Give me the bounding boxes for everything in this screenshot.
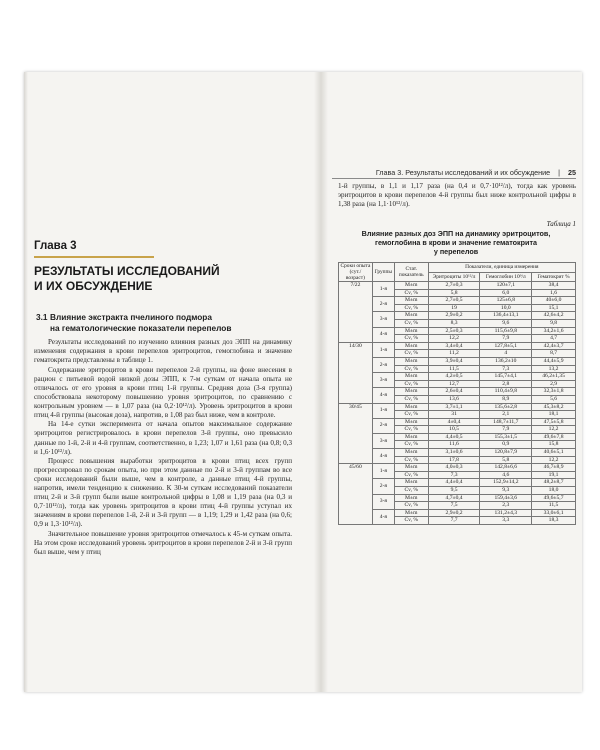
paragraph: 1-й группы, в 1,1 и 1,17 раза (на 0,4 и 0,7·10¹²/л), тогда как уровень эритроцитов в крови перепелов 4-й группы был ниже контрольной цифры в 1,38 раза (на 1,1·10¹²/л). — [338, 182, 576, 209]
stat-cell: Cv, % — [394, 289, 428, 297]
header-indicators: Показатели, единица измерения — [428, 263, 575, 273]
chapter-label: Глава 3 — [34, 240, 77, 252]
hematocrit-cell: 1,6 — [532, 289, 576, 297]
table-row — [339, 388, 576, 396]
hemoglobin-cell: 7,9 — [480, 335, 532, 343]
hemoglobin-cell: 159,4±3,6 — [480, 494, 532, 502]
stat-cell: M±m — [394, 297, 428, 305]
group-cell: 4-я — [372, 509, 394, 524]
section-title-line: на гематологические показатели перепелов — [50, 322, 232, 333]
group-cell: 3-я — [372, 433, 394, 448]
erythrocytes-cell: 3,1±0,6 — [428, 449, 480, 457]
table-row — [339, 494, 576, 502]
stat-cell: M±m — [394, 342, 428, 350]
stat-cell: Cv, % — [394, 426, 428, 434]
group-cell: 1-я — [372, 403, 394, 418]
header-hemoglobin: Гемоглобин 10⁹/л — [480, 272, 532, 282]
table-title-line: гемоглобина в крови и значение гематокрита — [375, 238, 537, 247]
erythrocytes-cell: 8,3 — [428, 319, 480, 327]
erythrocytes-cell: 2,9±0,2 — [428, 509, 480, 517]
stat-cell: Cv, % — [394, 441, 428, 449]
erythrocytes-cell: 2,5±0,3 — [428, 327, 480, 335]
hemoglobin-cell: 5,8 — [480, 456, 532, 464]
hematocrit-cell: 18,0 — [532, 487, 576, 495]
period-cell: 30/45 — [339, 403, 373, 464]
hemoglobin-cell: 142,8±6,6 — [480, 464, 532, 472]
hemoglobin-cell: 2,8 — [480, 380, 532, 388]
chapter-title-line: И ИХ ОБСУЖДЕНИЕ — [34, 279, 153, 293]
stat-cell: Cv, % — [394, 411, 428, 419]
stat-cell: Cv, % — [394, 487, 428, 495]
paragraph: Значительное повышение уровня эритроцитов отмечалось к 45-м суткам опыта. На этом сроке исследований уровень эритроцитов в крови перепелов 2-й и 3-й групп был выше, чем у птиц — [34, 529, 292, 557]
erythrocytes-cell: 7,7 — [428, 517, 480, 525]
stat-cell: M±m — [394, 418, 428, 426]
hemoglobin-cell: 0,9 — [480, 441, 532, 449]
group-cell: 2-я — [372, 297, 394, 312]
table-row — [339, 373, 576, 381]
hemoglobin-cell: 8,9 — [480, 395, 532, 403]
stat-cell: M±m — [394, 282, 428, 290]
erythrocytes-cell: 7,5 — [428, 502, 480, 510]
table-row — [339, 342, 576, 350]
hematocrit-cell: 47,5±5,8 — [532, 418, 576, 426]
stat-cell: M±m — [394, 479, 428, 487]
erythrocytes-cell: 2,6±0,4 — [428, 388, 480, 396]
hemoglobin-cell: 120,8±7,9 — [480, 449, 532, 457]
stat-cell: Cv, % — [394, 456, 428, 464]
erythrocytes-cell: 4±0,4 — [428, 418, 480, 426]
stat-cell: Cv, % — [394, 395, 428, 403]
hematocrit-cell: 49,6±5,7 — [532, 494, 576, 502]
hemoglobin-cell: 4,6 — [480, 471, 532, 479]
hematocrit-cell: 46,7±8,9 — [532, 464, 576, 472]
chapter-divider — [34, 256, 154, 258]
hemoglobin-cell: 2,1 — [480, 411, 532, 419]
hematocrit-cell: 15,8 — [532, 441, 576, 449]
page-number: 25 — [568, 168, 576, 177]
hematocrit-cell: 13,2 — [532, 365, 576, 373]
hemoglobin-cell: 120±7,1 — [480, 282, 532, 290]
table-row — [339, 327, 576, 335]
stat-cell: Cv, % — [394, 380, 428, 388]
erythrocytes-cell: 10,5 — [428, 426, 480, 434]
stat-cell: M±m — [394, 357, 428, 365]
erythrocytes-cell: 3,9±0,4 — [428, 357, 480, 365]
hematocrit-cell: 19,1 — [532, 471, 576, 479]
group-cell: 3-я — [372, 494, 394, 509]
period-cell: 45/60 — [339, 464, 373, 525]
paragraph: Результаты исследований по изучению влияния разных доз ЭПП на динамику изменения содержания в крови перепелов эритроцитов, гемоглобина и значение гематокрита представлены в таблице 1. — [34, 338, 292, 365]
table-body — [339, 282, 576, 525]
erythrocytes-cell: 11,5 — [428, 365, 480, 373]
table-row — [339, 418, 576, 426]
hematocrit-cell: 12,2 — [532, 426, 576, 434]
stat-cell: M±m — [394, 494, 428, 502]
hematocrit-cell: 46,2±1,35 — [532, 373, 576, 381]
erythrocytes-cell: 4,4±0,5 — [428, 433, 480, 441]
stat-cell: Cv, % — [394, 319, 428, 327]
group-cell: 2-я — [372, 479, 394, 494]
header-hematocrit: Гематокрит % — [532, 272, 576, 282]
stat-cell: Cv, % — [394, 517, 428, 525]
table-row — [339, 403, 576, 411]
hematocrit-cell: 9,8 — [532, 319, 576, 327]
section-heading — [36, 312, 296, 333]
hematocrit-cell: 44,4±5,9 — [532, 357, 576, 365]
hemoglobin-cell: 7,3 — [480, 365, 532, 373]
hemoglobin-cell: 3,3 — [480, 517, 532, 525]
hemoglobin-cell: 115,6±9,8 — [480, 327, 532, 335]
group-cell: 2-я — [372, 418, 394, 433]
hemoglobin-cell: 9,3 — [480, 487, 532, 495]
table-row — [339, 282, 576, 290]
stat-cell: M±m — [394, 373, 428, 381]
header-group: Группы — [372, 263, 394, 282]
body-text — [34, 338, 292, 558]
erythrocytes-cell: 2,7±0,3 — [428, 282, 480, 290]
group-cell: 4-я — [372, 327, 394, 342]
chapter-title — [34, 264, 284, 294]
stat-cell: M±m — [394, 433, 428, 441]
hemoglobin-cell: 155,3±1,5 — [480, 433, 532, 441]
hematocrit-cell: 12,2 — [532, 456, 576, 464]
hemoglobin-cell: 2,3 — [480, 502, 532, 510]
erythrocytes-cell: 2,7±0,5 — [428, 297, 480, 305]
table-row — [339, 464, 576, 472]
erythrocytes-cell: 4,2±0,5 — [428, 373, 480, 381]
stat-cell: Cv, % — [394, 335, 428, 343]
paragraph: Содержание эритроцитов в крови перепелов 2-й группы, на фоне внесения в рацион с питьевой водой низкой дозы ЭПП, к 7-м суткам от начала опыта не отличалось от его уровня в крови птиц 1-й группы. Средняя доза (3-я группа) способствовала некоторому повышению уровня эритроцитов, по сравнению с контрольным уровнем — в 1,07 раза (на 0,2·10¹²/л). Уровень эритроцитов в крови птиц 4-й группы (высокая доза), напротив, в 1,08 раз был ниже, чем в контроле. — [34, 365, 292, 419]
erythrocytes-cell: 4,4±0,4 — [428, 479, 480, 487]
hemoglobin-cell: 152,9±14,2 — [480, 479, 532, 487]
stat-cell: M±m — [394, 464, 428, 472]
stat-cell: M±m — [394, 388, 428, 396]
erythrocytes-cell: 12,2 — [428, 335, 480, 343]
erythrocytes-cell: 2,9±0,2 — [428, 312, 480, 320]
erythrocytes-cell: 5,8 — [428, 289, 480, 297]
erythrocytes-cell: 7,3 — [428, 471, 480, 479]
hematocrit-cell: 32,3±1,8 — [532, 388, 576, 396]
hemoglobin-cell: 135,6±2,8 — [480, 403, 532, 411]
table-label: Таблица 1 — [546, 220, 576, 228]
hematocrit-cell: 18,3 — [532, 517, 576, 525]
table-row — [339, 357, 576, 365]
erythrocytes-cell: 3,7±1,1 — [428, 403, 480, 411]
erythrocytes-cell: 13,6 — [428, 395, 480, 403]
stat-cell: Cv, % — [394, 365, 428, 373]
hemoglobin-cell: 4 — [480, 350, 532, 358]
hematocrit-cell: 45,3±8,2 — [532, 403, 576, 411]
header-stat: Стат. показатель — [394, 263, 428, 282]
header-erythrocytes: Эритроциты 10¹²/л — [428, 272, 480, 282]
stat-cell: Cv, % — [394, 350, 428, 358]
hematocrit-cell: 15,1 — [532, 304, 576, 312]
chapter-title-line: РЕЗУЛЬТАТЫ ИССЛЕДОВАНИЙ — [34, 264, 220, 278]
group-cell: 4-я — [372, 388, 394, 403]
paragraph: На 14-е сутки эксперимента от начала опытов максимальное содержание эритроцитов регистрировалось в крови перепелов 3-й группы, оно превысило данные по 1-й, 2-й и 4-й группам, соответственно, в 1,23; 1,07 и 1,61 раза (на 0,8; 0,3 и 1,6·10¹²/л). — [34, 420, 292, 456]
table-row — [339, 433, 576, 441]
book-spread — [24, 72, 582, 692]
table-title — [336, 229, 576, 256]
hematocrit-cell: 33,0±6,1 — [532, 509, 576, 517]
hemoglobin-cell: 9,6 — [480, 319, 532, 327]
paragraph: Процесс повышения выработки эритроцитов в крови птиц всех групп прогрессировал по срокам опыта, но при этом данные по 2-й и 3-й группам во все сроки исследований были выше, чем в контроле, а данные птиц 4-й группы, напротив, имели тенденцию к снижению. К 30-м суткам исследований показатели птиц 2-й и 3-й групп были выше контрольной цифры в 1,08 и 1,19 раза (на 0,3 и 0,7·10¹²/л), тогда как уровень эритроцитов в крови птиц 4-й группы уступал их значениям в крови перепелов 1-й, 2-й и 3-й групп — в 1,19; 1,29 и 1,42 раза (на 0,6; 0,9 и 1,3·10¹²/л). — [34, 457, 292, 529]
stat-cell: Cv, % — [394, 471, 428, 479]
running-head-rule — [332, 178, 576, 179]
hematocrit-cell: 8,7 — [532, 350, 576, 358]
data-table-wrapper — [338, 262, 576, 525]
period-cell: 7/22 — [339, 282, 373, 343]
hemoglobin-cell: 110,4±9,8 — [480, 388, 532, 396]
right-page — [326, 72, 582, 692]
stat-cell: Cv, % — [394, 304, 428, 312]
group-cell: 1-я — [372, 282, 394, 297]
table-row — [339, 449, 576, 457]
group-cell: 4-я — [372, 449, 394, 464]
table-title-line: у перепелов — [433, 247, 479, 256]
table-row — [339, 509, 576, 517]
hemoglobin-cell: 131,2±4,3 — [480, 509, 532, 517]
hemoglobin-cell: 136,2±10 — [480, 357, 532, 365]
erythrocytes-cell: 4,7±0,4 — [428, 494, 480, 502]
group-cell: 1-я — [372, 342, 394, 357]
hematocrit-cell: 48,2±8,7 — [532, 479, 576, 487]
hemoglobin-cell: 125±6,8 — [480, 297, 532, 305]
section-number: 3.1 — [36, 312, 48, 322]
period-cell: 14/30 — [339, 342, 373, 403]
erythrocytes-cell: 11,2 — [428, 350, 480, 358]
hemoglobin-cell: 7,9 — [480, 426, 532, 434]
stat-cell: M±m — [394, 312, 428, 320]
hematocrit-cell: 4,7 — [532, 335, 576, 343]
stat-cell: M±m — [394, 449, 428, 457]
stat-cell: Cv, % — [394, 502, 428, 510]
stat-cell: M±m — [394, 327, 428, 335]
hematocrit-cell: 49,6±7,8 — [532, 433, 576, 441]
hematocrit-cell: 2,9 — [532, 380, 576, 388]
erythrocytes-cell: 12,7 — [428, 380, 480, 388]
erythrocytes-cell: 11,6 — [428, 441, 480, 449]
table-row — [339, 312, 576, 320]
hemoglobin-cell: 136,4±13,1 — [480, 312, 532, 320]
table-row — [339, 479, 576, 487]
header-period: Сроки опыта (сут./ возраст) — [340, 263, 371, 281]
body-text — [338, 182, 576, 209]
hemoglobin-cell: 6,0 — [480, 289, 532, 297]
hematocrit-cell: 11,5 — [532, 502, 576, 510]
group-cell: 1-я — [372, 464, 394, 479]
group-cell: 3-я — [372, 373, 394, 388]
group-cell: 3-я — [372, 312, 394, 327]
running-head — [332, 168, 576, 177]
table-row — [339, 297, 576, 305]
data-table — [338, 262, 576, 525]
erythrocytes-cell: 3,4±0,4 — [428, 342, 480, 350]
hematocrit-cell: 40±6,0 — [532, 297, 576, 305]
left-page — [24, 72, 316, 692]
running-head-separator: | — [558, 168, 560, 177]
hematocrit-cell: 40,6±5,1 — [532, 449, 576, 457]
hematocrit-cell: 38,4 — [532, 282, 576, 290]
section-title-line: Влияние экстракта пчелиного подмора — [50, 312, 212, 322]
stat-cell: M±m — [394, 509, 428, 517]
erythrocytes-cell: 4,0±0,3 — [428, 464, 480, 472]
erythrocytes-cell: 19 — [428, 304, 480, 312]
running-head-title: Глава 3. Результаты исследований и их обсуждение — [375, 168, 551, 177]
stat-cell: M±m — [394, 403, 428, 411]
hematocrit-cell: 5,6 — [532, 395, 576, 403]
erythrocytes-cell: 17,8 — [428, 456, 480, 464]
group-cell: 2-я — [372, 357, 394, 372]
hematocrit-cell: 42,4±3,7 — [532, 342, 576, 350]
table-title-line: Влияние разных доз ЭПП на динамику эритроцитов, — [361, 229, 551, 238]
hematocrit-cell: 34,2±1,6 — [532, 327, 576, 335]
hemoglobin-cell: 10,0 — [480, 304, 532, 312]
hemoglobin-cell: 145,7±4,1 — [480, 373, 532, 381]
erythrocytes-cell: 9,5 — [428, 487, 480, 495]
hemoglobin-cell: 127,8±5,1 — [480, 342, 532, 350]
erythrocytes-cell: 31 — [428, 411, 480, 419]
hemoglobin-cell: 148,7±11,7 — [480, 418, 532, 426]
hematocrit-cell: 18,1 — [532, 411, 576, 419]
hematocrit-cell: 42,6±4,2 — [532, 312, 576, 320]
